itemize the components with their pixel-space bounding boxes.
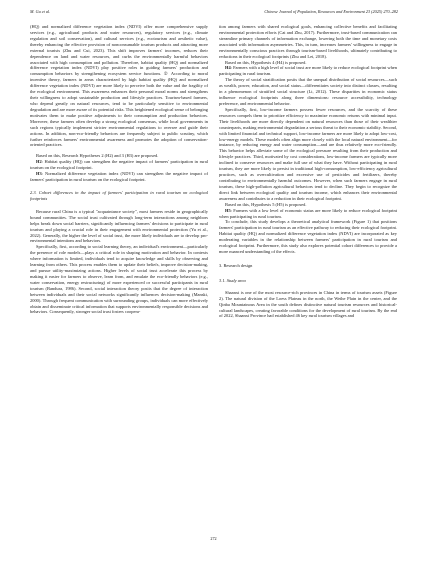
hypothesis-h3 [30,171,208,183]
paragraph-gap [219,271,397,276]
paragraph: Specifically, first, according to social learning theory, an individual's environment—particularly the presence of role models—plays a critical role in shaping motivation and behavior. In contexts where information is limited, individuals tend to acquire knowledge and skills by observing and learning from others. This process enables them to update their beliefs, improve decision-making, and pursue utility-maximizing actions. Higher levels of social trust accelerate this process by making it easier for farmers to observe, learn from, and emulate the eco-friendly behaviors (e.g., water conservation, energy restructuring) of more experienced or successful participants in rural tourism (Bandura, 1986). Second, social interaction theory posits that the degree of interaction between individuals and their social networks significantly influences decision-making (Manski, 2000). Through frequent communication with surrounding groups, individuals can more effectively obtain and disseminate critical information that supports environmentally responsible decisions and behaviors. Consequently, stronger social trust fosters coopera- [30,244,208,315]
paragraph: The theory of social stratification posits that the unequal distribution of social resources—such as wealth, power, education, and social status—differentiates society into distinct classes, resulting in a phenomenon of stratified social structure (Li, 2012). These disparities in economic status influence ecological footprints along three dimensions: resource accessibility, technology preference, and environmental behavior. [219,77,397,106]
hypothesis-text: : Normalized difference vegetation index (NDVI) can strengthen the negative impact of farmers' participation in rural tourism on the ecological footprint. [30,171,208,183]
paragraph-gap [219,255,397,260]
hypothesis-label: H5 [225,207,231,213]
hypothesis-label: H3 [36,171,42,177]
running-header-author: M. Gu et al. [30,9,51,14]
hypothesis-h5 [219,208,397,220]
hypothesis-text: : Farmers with a low level of economic status are more likely to reduce ecological footprint when participating in rural tourism. [219,207,397,219]
paragraph: tion among farmers with shared ecological goals, enhancing collective benefits and facilitating environmental protection efforts (Cai and Zhu, 2017). Furthermore, trust-based communication can streamline primary channels of information exchange, lowering both the time and monetary costs associated with information asymmetries. This, in turn, increases farmers' willingness to engage in environmentally conscious practices through tourism-based livelihoods, ultimately contributing to reductions in their ecological footprints (Zhu and Lei, 2018). [219,24,397,59]
hypothesis-h4 [219,65,397,77]
section-heading: 3. Research design [219,262,253,268]
hypothesis-text: : Habitat quality (HQ) can strengthen the negative impact of farmers' participation in rural tourism on the ecological footprint. [30,159,208,171]
hypothesis-label: H4 [225,65,231,71]
hypothesis-h2 [30,159,208,171]
paragraph: Based on this, Research Hypotheses 2 (H2) and 3 (H3) are proposed. [36,153,159,159]
left-column [30,24,208,544]
section-heading: 2.3. Cohort differences in the impact of farmers' participation in rural tourism on ecological footprints [30,189,208,201]
running-header-journal: Chinese Journal of Population, Resources and Environment 23 (2025) 270–282 [264,9,398,14]
paragraph: Specifically, first, low-income farmers possess fewer resources, and the scarcity of these resources compels them to prioritize efficiency to maximize economic returns with minimal input. Their livelihoods are more directly dependent on natural resources than those of their wealthier counterparts, making environmental degradation a serious threat to their economic stability. Second, with limited financial and technical support, low-income farmers are more likely to adopt low-cost, low-energy models. These models often align more closely with the local natural environment—for instance, by reducing energy and water consumption—and are thus relatively more eco-friendly. This behavior helps alleviate some of the ecological pressure resulting from their production and lifestyle practices. Third, motivated by cost considerations, low-income farmers are typically more inclined to conserve resources and make full use of what they have. Without participating in rural tourism, they are more likely to persist in traditional high-consumption, low-efficiency agricultural practices, such as overcultivation and excessive use of pesticides and fertilizers, thereby contributing to environmentally harmful outcomes. However, when such farmers engage in rural tourism, these high-pollution agricultural behaviors tend to decline. They begin to recognize the direct link between ecological quality and tourism income, which enhances their environmental awareness and contributes to a reduction in their ecological footprint. [219,106,397,201]
hypothesis-text: : Farmers with a high level of social trust are more likely to reduce ecological footprint when participating in rural tourism. [219,65,397,77]
paragraph: To conclude, this study develops a theoretical analytical framework (Figure 1) that positions farmers' participation in rural tourism as an effective pathway to reducing their ecological footprint. Habitat quality (HQ) and normalized difference vegetation index (NDVI) are incorporated as key moderating variables in the relationship between farmers' participation in rural tourism and ecological footprint. Furthermore, this study also explores potential cohort differences to provide a more nuanced understanding of the effects. [219,219,397,255]
paragraph: Based on this, Hypothesis 4 (H4) is proposed. [225,59,307,65]
paragraph-gap [30,183,208,188]
running-header [0,9,427,19]
paragraph: Based on this, Hypothesis 5 (H5) is proposed. [225,201,307,207]
paragraph: Shaanxi is one of the most resource-rich provinces in China in terms of tourism assets (Figure 2). The natural division of the Loess Plateau in the north, the Weihe Plain in the center, and the Qinba Mountainous Area in the south defines distinctive natural tourism resources and historical-cultural landscapes, creating favorable conditions for the development of rural tourism. By the end of 2022, Shaanxi Province had established 46 key rural tourism villages and [219,289,397,319]
subsection-heading: 3.1. Study area [219,277,246,283]
paragraph: Because rural China is a typical "acquaintance society", most farmers reside in geographically bound communities. The social trust cultivated through long-term interactions among neighbors helps break down social barriers, significantly influencing farmers' decisions to participate in rural tourism and playing a crucial role in their engagement with environmental protection (Yu et al., 2022). Generally, the higher the level of social trust, the more likely individuals are to develop pro-environmental intentions and behaviors. [30,208,208,244]
page-number: 272 [210,536,217,541]
hypothesis-label: H2 [36,159,42,165]
paragraph: (HQ) and normalized difference vegetation index (NDVI) offer more comprehensive supply services (e.g., agricultural products and water resources), regulatory services (e.g., climate regulation and soil conservation), and cultural services (e.g., ecotourism and aesthetic value), thereby enhancing the effective provision of nonconsumable tourism products and attracting more external tourists (Zhu and Cui, 2023). This shift improves farmers' incomes, reduces their dependence on land and water resources, and curbs the environmentally harmful behaviors associated with high consumption and pollution. Therefore, habitat quality (HQ) and normalized difference vegetation index (NDVI) play positive roles in guiding farmers' production and consumption behaviors by strengthening ecosystem service functions. ② According to moral incentive theory, farmers in areas characterized by high habitat quality (HQ) and normalized difference vegetation index (NDVI) are more likely to perceive both the value and the fragility of the ecological environment. This awareness enhances their personal moral norms and strengthens their willingness to adopt sustainable production and lifestyle practices. Tourism-based farmers, who depend greatly on natural resources, tend to be particularly sensitive to environmental degradation and are more aware of its potential risks. This heightened ecological sense of belonging motivates them to make positive adjustments to their consumption and production behaviors. Moreover, these farmers often develop a strong ecological consensus, while local governments in such regions typically implement stricter environmental regulations to oversee and guide their actions. In addition, non-eco-friendly behaviors are frequently subject to public scrutiny, which further reinforces farmers' environmental awareness and promotes the adoption of conservation-oriented practices. [30,24,208,148]
right-column [219,24,397,544]
